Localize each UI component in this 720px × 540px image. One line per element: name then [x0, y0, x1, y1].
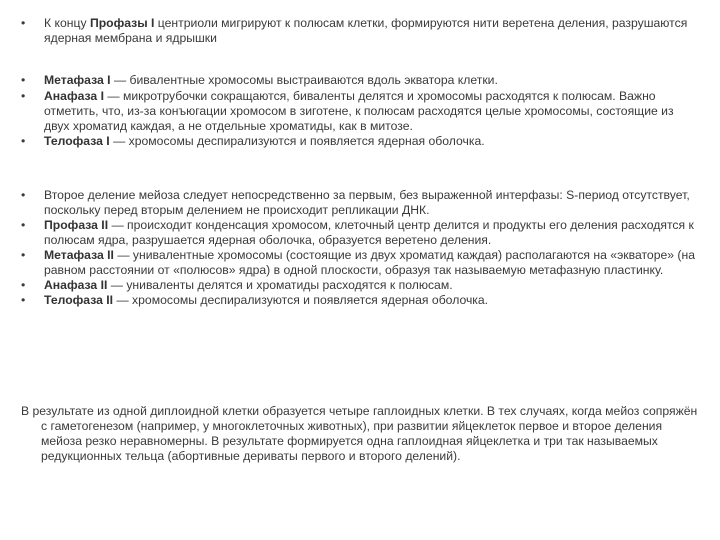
- bullet-icon: •: [21, 248, 26, 262]
- list-item: [0, 293, 720, 308]
- list-item: [0, 278, 720, 293]
- summary-paragraph: В результате из одной диплоидной клетки образуется четыре гаплоидных клетки. В тех случаях, когда мейоз сопряжён с гаметогенезом (например, у многоклеточных животных), при развитии яйцеклеток первое и второе деления мейоза резко неравномерны. В результате формируется одна гаплоидная яйцеклетка и три так называемых редукционных тельца (абортивные дериваты первого и второго делений).: [21, 404, 698, 463]
- list-item: [0, 16, 720, 46]
- item-term: Профазы I: [89, 16, 155, 30]
- bullet-icon: •: [21, 73, 26, 87]
- bullet-icon: •: [21, 278, 26, 292]
- item-term: Анафаза II: [44, 278, 108, 292]
- item-term: Метафаза II: [44, 248, 114, 262]
- list-item: [0, 134, 720, 149]
- list-item: [0, 218, 720, 248]
- prophase-intro-group: [0, 16, 720, 46]
- bullet-icon: •: [21, 188, 26, 202]
- item-term: Телофаза I: [44, 134, 110, 148]
- item-text: Второе деление мейоза следует непосредственно за первым, без выраженной интерфазы: S-период отсутствует, поскольку перед вторым делением не происходит репликации ДНК.: [44, 188, 690, 217]
- item-text: — униваленты делятся и хроматиды расходятся к полюсам.: [107, 278, 453, 292]
- item-text: центриоли мигрируют к полюсам клетки, формируются нити веретена деления, разрушаются ядерная мембрана и ядрышки: [44, 16, 688, 45]
- item-text: — бивалентные хромосомы выстраиваются вдоль экватора клетки.: [110, 73, 498, 87]
- list-item: [0, 73, 720, 88]
- item-term: Метафаза I: [44, 73, 111, 87]
- list-item: [0, 89, 720, 134]
- item-text-prefix: К концу: [44, 16, 90, 30]
- item-term: Профаза II: [44, 218, 109, 232]
- list-item: [0, 188, 720, 218]
- item-text: — хромосомы деспирализуются и появляется ядерная оболочка.: [113, 293, 489, 307]
- item-text: — микротрубочки сокращаются, биваленты делятся и хромосомы расходятся к полюсам. Важно отметить, что, из-за конъюгации хромосом в зиготене, к полюсам расходятся целые хромосомы, состоящие из двух хроматид каждая, а не отдельные хроматиды, как в митозе.: [44, 89, 674, 133]
- bullet-icon: •: [21, 218, 26, 232]
- meiosis-one-list: [0, 73, 720, 149]
- item-term: Анафаза I: [44, 89, 104, 103]
- bullet-icon: •: [21, 16, 26, 30]
- bullet-icon: •: [21, 293, 26, 307]
- item-text: — происходит конденсация хромосом, клеточный центр делится и продукты его деления расходятся к полюсам ядра, разрушается ядерная оболочка, образуется веретено деления.: [44, 218, 694, 247]
- bullet-icon: •: [21, 89, 26, 103]
- item-text: — унивалентные хромосомы (состоящие из двух хроматид каждая) располагаются на «экваторе» (на равном расстоянии от «полюсов» ядра) в одной плоскости, образуя так называемую метафазную пластинку.: [44, 248, 695, 277]
- list-item: [0, 248, 720, 278]
- bullet-icon: •: [21, 134, 26, 148]
- meiosis-two-list: [0, 188, 720, 308]
- item-text: — хромосомы деспирализуются и появляется ядерная оболочка.: [109, 134, 485, 148]
- item-term: Телофаза II: [44, 293, 114, 307]
